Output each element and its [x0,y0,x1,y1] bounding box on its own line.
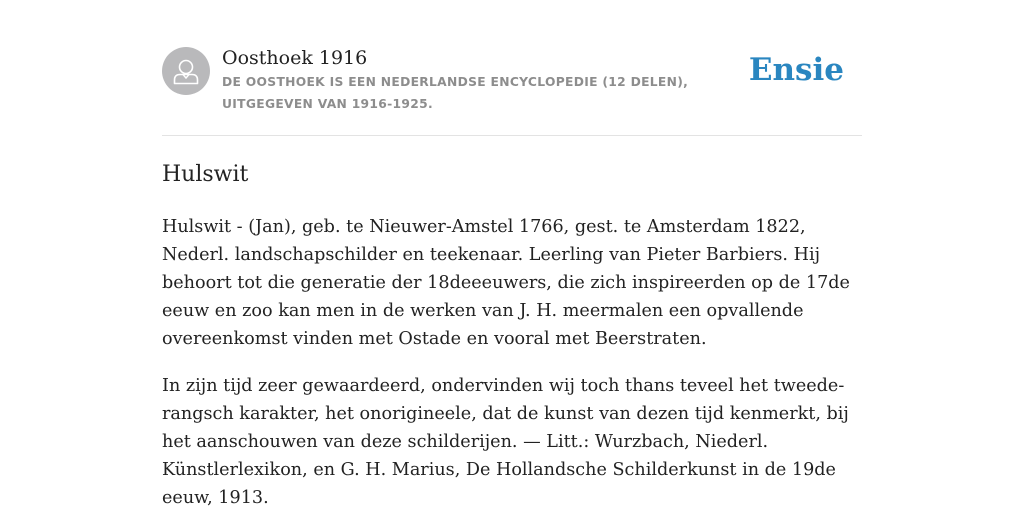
user-icon [162,47,210,95]
source-header [162,46,862,116]
header-divider [162,135,862,136]
entry-title: Hulswit [162,162,249,187]
entry-body [162,213,862,531]
source-description: DE OOSTHOEK IS EEN NEDERLANDSE ENCYCLOPEDIE (12 DELEN), UITGEGEVEN VAN 1916-1925. [222,75,689,111]
ensie-logo[interactable]: Ensie [748,52,844,88]
entry-paragraph: Hulswit - (Jan), geb. te Nieuwer-Amstel 1766, gest. te Amsterdam 1822, Nederl. landschapschilder en teekenaar. Leerling van Pieter Barbiers. Hij behoort tot die generatie der 18deeeuwers, die zich inspireerden op de 17de eeuw en zoo kan men in de werken van J. H. meermalen een opvallende overeenkomst vinden met Ostade en vooral met Beerstraten. [162,217,850,349]
entry-paragraph: In zijn tijd zeer gewaardeerd, ondervinden wij toch thans teveel het tweede-rangsch karakter, het onorigineele, dat de kunst van dezen tijd kenmerkt, bij het aanschouwen van deze schilderijen. — Litt.: Wurzbach, Niederl. Künstlerlexikon, en G. H. Marius, De Hollandsche Schilderkunst in de 19de eeuw, 1913. [162,376,849,508]
source-avatar[interactable] [162,47,210,95]
source-title[interactable]: Oosthoek 1916 [222,47,368,69]
entry-page [162,0,862,512]
